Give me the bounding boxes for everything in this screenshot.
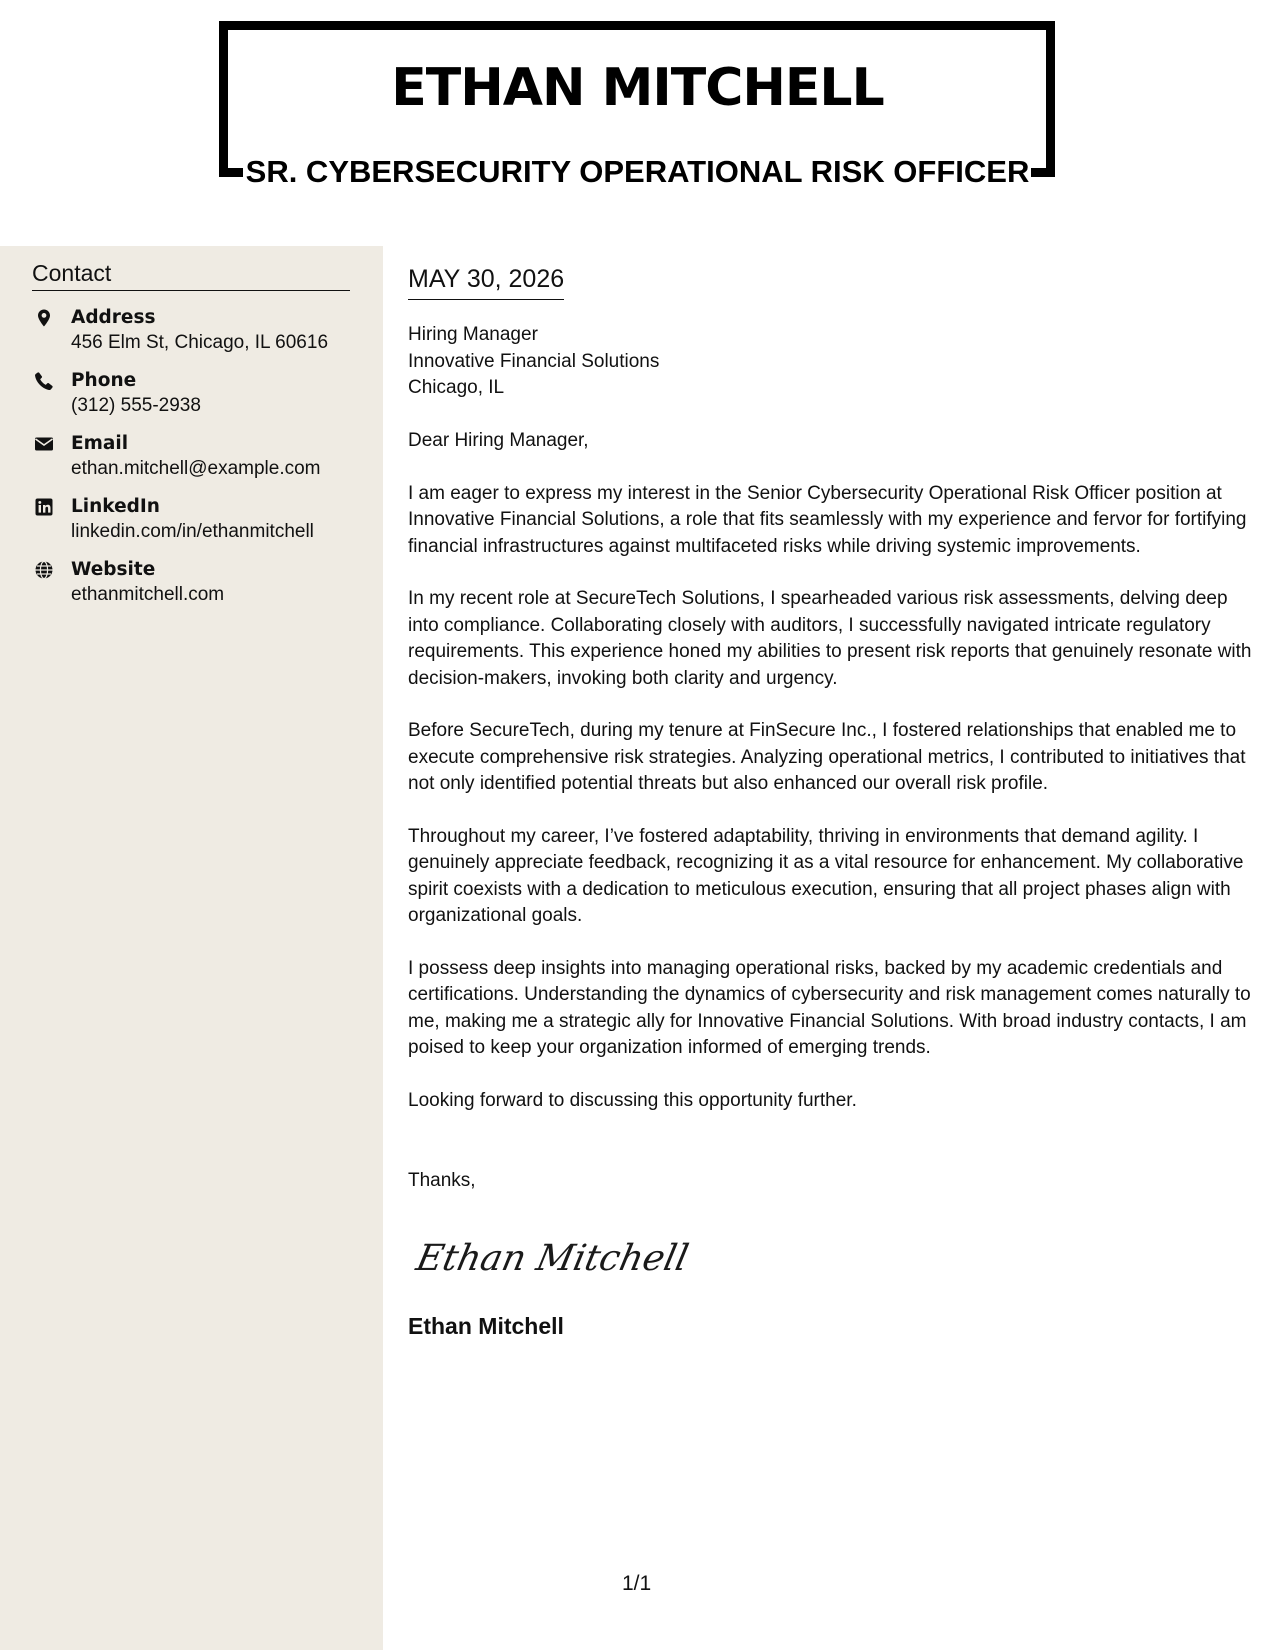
letter-date: MAY 30, 2026 — [408, 266, 564, 300]
contact-value: (312) 555-2938 — [71, 395, 201, 416]
salutation: Dear Hiring Manager, — [408, 430, 589, 451]
contact-value: linkedin.com/in/ethanmitchell — [71, 521, 314, 542]
letter-paragraph: I am eager to express my interest in the Senior Cybersecurity Operational Risk Officer position at Innovative Financial Solutions, a role that fits seamlessly with my experience and fervor for fortifying financial infrastructures against multifaceted risks while driving systemic improvements. — [408, 482, 1247, 557]
contact-heading: Contact — [32, 261, 350, 291]
contact-label: LinkedIn — [71, 496, 160, 517]
letter-body — [408, 428, 1254, 1140]
contact-label: Address — [71, 307, 156, 328]
contact-item-address — [32, 306, 372, 356]
recipient-line: Hiring Manager — [408, 324, 538, 345]
signer-name: Ethan Mitchell — [408, 1313, 564, 1339]
envelope-icon — [34, 434, 54, 454]
signature-text: Ethan Mitchell — [412, 1236, 693, 1279]
contact-label: Phone — [71, 370, 137, 391]
letter-paragraph: Before SecureTech, during my tenure at FinSecure Inc., I fostered relationships that enabled me to execute comprehensive risk strategies. Analyzing operational metrics, I contributed to initiatives that not only identified potential threats but also enhanced our overall risk profile. — [408, 720, 1246, 794]
contact-item-phone — [32, 369, 372, 419]
location-pin-icon — [34, 308, 54, 328]
letter-paragraph: I possess deep insights into managing operational risks, backed by my academic credentials and certifications. Understanding the dynamics of cybersecurity and risk management comes naturally to me, making me a strategic ally for Innovative Financial Solutions. With broad industry contacts, I am poised to keep your organization informed of emerging trends. — [408, 957, 1251, 1058]
contact-item-linkedin — [32, 495, 372, 545]
handwritten-signature — [412, 1226, 693, 1286]
recipient-line: Innovative Financial Solutions — [408, 350, 660, 372]
phone-icon — [34, 371, 54, 391]
letter-paragraph: Looking forward to discussing this opportunity further. — [408, 1089, 857, 1111]
recipient-line: Chicago, IL — [408, 377, 505, 398]
recipient-block — [408, 322, 659, 402]
contact-value: ethanmitchell.com — [71, 584, 225, 605]
closing: Thanks, — [408, 1170, 476, 1191]
globe-icon — [34, 560, 54, 580]
page-number: 1/1 — [622, 1572, 652, 1595]
contact-value: ethan.mitchell@example.com — [71, 458, 321, 479]
letter-paragraph: In my recent role at SecureTech Solutions, I spearheaded various risk assessments, delving deep into compliance. Collaborating closely with auditors, I successfully navigated intricate regulatory requirements. This experience honed my abilities to present risk reports that genuinely resonate with decision-makers, invoking both clarity and urgency. — [408, 588, 1252, 689]
contact-item-email — [32, 432, 372, 482]
contact-value: 456 Elm St, Chicago, IL 60616 — [71, 332, 329, 353]
contact-item-website — [32, 558, 372, 608]
applicant-name: ETHAN MITCHELL — [391, 58, 884, 118]
linkedin-icon — [34, 497, 54, 517]
contact-label: Email — [71, 433, 129, 454]
contact-label: Website — [71, 559, 156, 580]
job-title: SR. CYBERSECURITY OPERATIONAL RISK OFFICER — [245, 154, 1030, 189]
letter-paragraph: Throughout my career, I’ve fostered adaptability, thriving in environments that demand agility. I genuinely appreciate feedback, recognizing it as a vital resource for enhancement. My collaborative spirit coexists with a dedication to meticulous execution, ensuring that all project phases align with organizational goals. — [408, 825, 1244, 926]
